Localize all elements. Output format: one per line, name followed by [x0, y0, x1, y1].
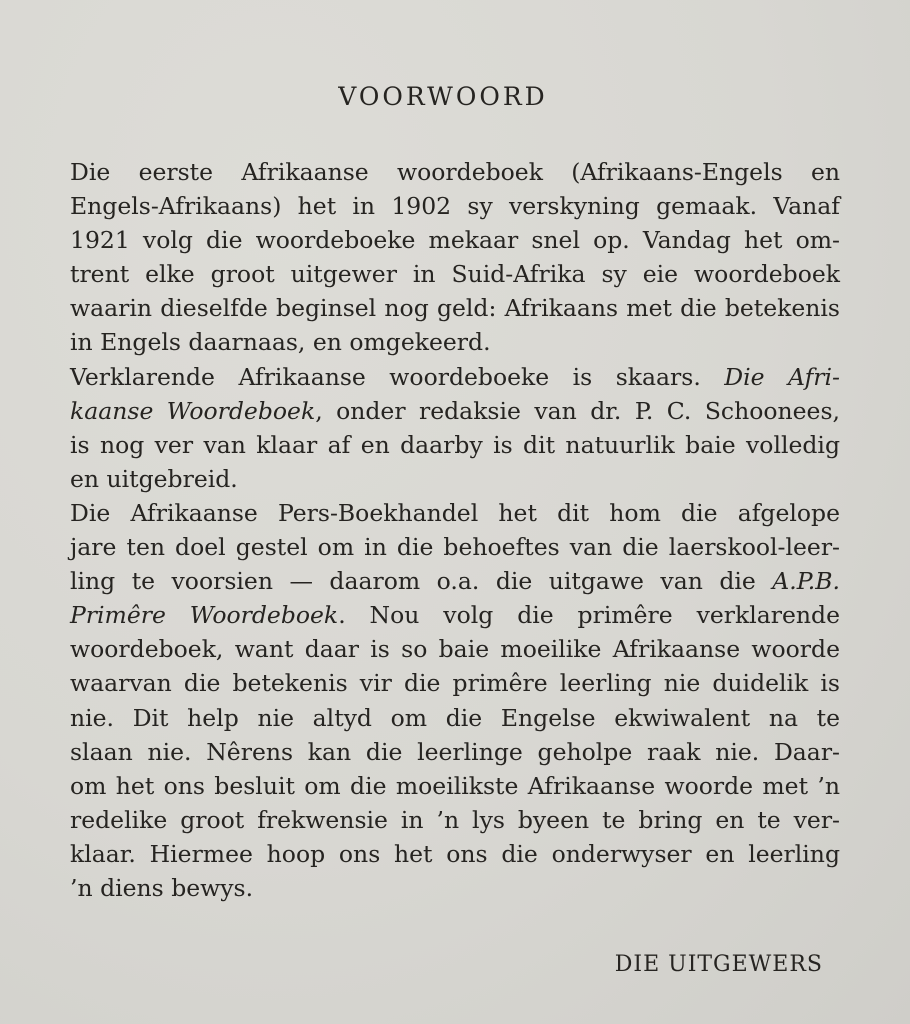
paragraph-line: jare ten doel gestel om in die behoeftes van die laerskool-leer-	[70, 533, 840, 562]
paragraph-line: waarin dieselfde beginsel nog geld: Afrikaans met die betekenis	[70, 294, 840, 323]
page-title: VOORWOORD	[338, 82, 548, 111]
paragraph-line: Die Afrikaanse Pers-Boekhandel het dit hom die afgelope	[70, 498, 840, 527]
foreword-body	[44, 155, 840, 905]
paragraph-line: woordeboek, want daar is so baie moeilike Afrikaanse woorde	[70, 635, 840, 664]
paragraph-line: nie. Dit help nie altyd om die Engelse ekwiwalent na te	[70, 703, 840, 732]
paragraph-line: in Engels daarnaas, en omgekeerd.	[70, 328, 491, 357]
italic-title: kaanse Woordeboek	[70, 396, 316, 425]
paragraph-line: 1921 volg die woordeboeke mekaar snel op. Vandag het om-	[70, 226, 840, 255]
paragraph-line: kaanse Woordeboek, onder redaksie van dr. P. C. Schoonees,	[70, 396, 840, 425]
paragraph-line: en uitgebreid.	[70, 464, 238, 493]
paragraph-line: Primêre Woordeboek. Nou volg die primêre verklarende	[70, 601, 840, 630]
italic-title: Primêre Woordeboek	[70, 601, 339, 630]
paragraph-line: Engels-Afrikaans) het in 1902 sy verskyning gemaak. Vanaf	[70, 192, 840, 221]
paragraph-line: ling te voorsien — daarom o.a. die uitgawe van die A.P.B.	[70, 567, 840, 596]
paragraph-3	[44, 496, 840, 905]
paragraph-line: Die eerste Afrikaanse woordeboek (Afrikaans-Engels en	[70, 158, 840, 186]
signature: DIE UITGEWERS	[614, 952, 823, 977]
paragraph-line: redelike groot frekwensie in ’n lys byeen te bring en te ver-	[70, 805, 840, 834]
paragraph-line: waarvan die betekenis vir die primêre leerling nie duidelik is	[70, 669, 840, 698]
italic-title: Die Afri-	[724, 362, 841, 391]
paragraph-line: om het ons besluit om die moeilikste Afrikaanse woorde met ’n	[70, 771, 840, 800]
paragraph-2	[44, 360, 840, 496]
paragraph-line: is nog ver van klaar af en daarby is dit natuurlik baie volledig	[70, 430, 840, 459]
paragraph-line: ’n diens bewys.	[70, 873, 254, 902]
paragraph-line: trent elke groot uitgewer in Suid-Afrika sy eie woordeboek	[70, 260, 840, 289]
paragraph-line: klaar. Hiermee hoop ons het ons die onderwyser en leerling	[70, 839, 840, 868]
paragraph-line: slaan nie. Nêrens kan die leerlinge geholpe raak nie. Daar-	[70, 737, 840, 766]
paragraph-1	[44, 155, 840, 360]
paragraph-line: Verklarende Afrikaanse woordeboeke is skaars. Die Afri-	[70, 362, 841, 391]
italic-title: A.P.B.	[772, 567, 840, 596]
